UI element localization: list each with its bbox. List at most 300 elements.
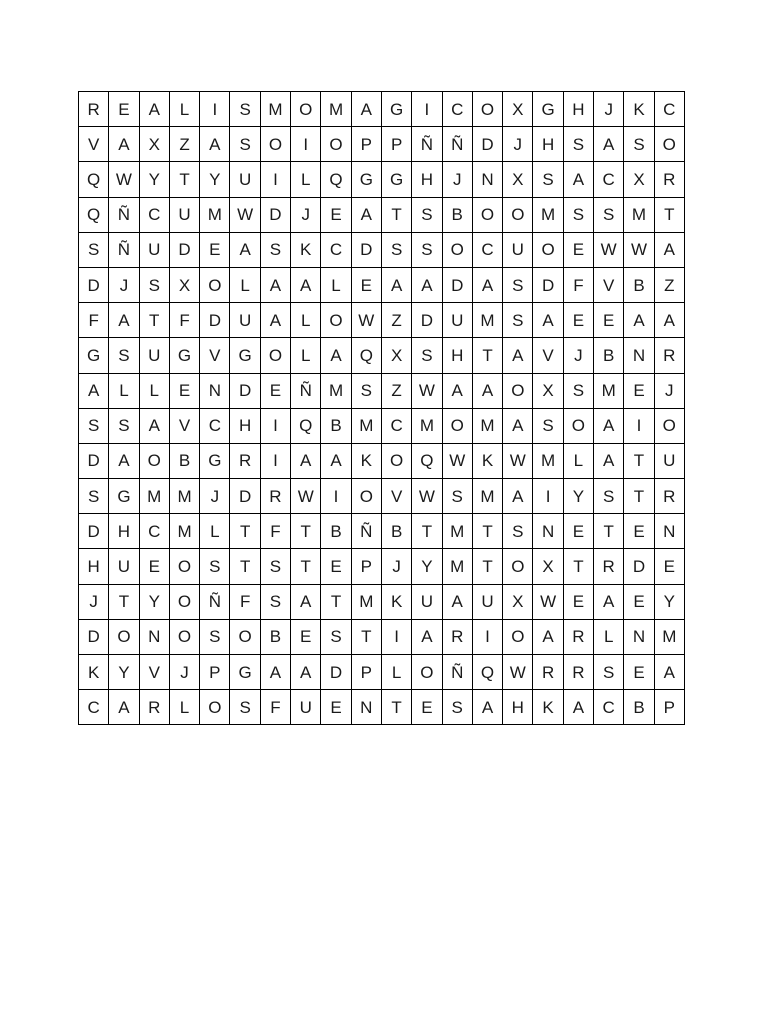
grid-cell: A (654, 303, 684, 338)
grid-cell: A (351, 197, 381, 232)
grid-cell: D (169, 232, 199, 267)
grid-cell: S (230, 690, 260, 725)
grid-cell: X (169, 267, 199, 302)
grid-cell: T (139, 303, 169, 338)
grid-cell: O (260, 338, 290, 373)
grid-cell: K (624, 92, 654, 127)
grid-cell: Y (139, 584, 169, 619)
grid-cell: S (200, 549, 230, 584)
grid-cell: D (200, 303, 230, 338)
grid-cell: A (200, 127, 230, 162)
grid-cell: A (139, 92, 169, 127)
grid-cell: M (472, 303, 502, 338)
grid-cell: A (291, 584, 321, 619)
grid-cell: A (291, 267, 321, 302)
grid-cell: L (291, 162, 321, 197)
grid-cell: R (230, 443, 260, 478)
grid-cell: D (412, 303, 442, 338)
grid-cell: O (381, 443, 411, 478)
grid-cell: A (624, 303, 654, 338)
grid-cell: A (109, 690, 139, 725)
grid-cell: D (472, 127, 502, 162)
grid-cell: M (624, 197, 654, 232)
grid-cell: M (533, 197, 563, 232)
grid-cell: O (291, 92, 321, 127)
grid-cell: I (381, 619, 411, 654)
grid-cell: T (624, 443, 654, 478)
grid-cell: O (503, 549, 533, 584)
grid-row (79, 127, 685, 162)
grid-cell: D (260, 197, 290, 232)
grid-cell: D (79, 443, 109, 478)
grid-cell: H (230, 408, 260, 443)
grid-cell: U (230, 162, 260, 197)
grid-cell: T (169, 162, 199, 197)
grid-cell: M (472, 479, 502, 514)
grid-cell: U (291, 690, 321, 725)
grid-cell: S (594, 655, 624, 690)
grid-cell: H (533, 127, 563, 162)
grid-cell: V (381, 479, 411, 514)
grid-cell: A (442, 373, 472, 408)
grid-cell: U (503, 232, 533, 267)
grid-cell: A (654, 655, 684, 690)
grid-cell: S (109, 338, 139, 373)
grid-cell: T (594, 514, 624, 549)
grid-cell: Z (169, 127, 199, 162)
grid-cell: J (200, 479, 230, 514)
grid-cell: P (351, 127, 381, 162)
grid-cell: S (563, 197, 593, 232)
grid-cell: N (472, 162, 502, 197)
grid-cell: C (139, 197, 169, 232)
grid-cell: E (412, 690, 442, 725)
grid-cell: A (472, 373, 502, 408)
grid-cell: I (260, 443, 290, 478)
grid-row (79, 92, 685, 127)
grid-cell: J (79, 584, 109, 619)
grid-cell: O (139, 443, 169, 478)
grid-cell: A (412, 267, 442, 302)
grid-cell: Ñ (442, 127, 472, 162)
grid-cell: G (230, 655, 260, 690)
grid-cell: L (169, 690, 199, 725)
grid-cell: H (503, 690, 533, 725)
grid-cell: Y (109, 655, 139, 690)
grid-cell: V (169, 408, 199, 443)
grid-cell: D (79, 267, 109, 302)
grid-cell: B (321, 514, 351, 549)
grid-row (79, 267, 685, 302)
grid-cell: N (139, 619, 169, 654)
grid-cell: C (594, 162, 624, 197)
grid-cell: A (260, 303, 290, 338)
grid-cell: B (624, 267, 654, 302)
grid-cell: O (321, 127, 351, 162)
grid-cell: F (260, 690, 290, 725)
grid-row (79, 373, 685, 408)
grid-cell: C (381, 408, 411, 443)
grid-cell: Z (381, 373, 411, 408)
grid-cell: A (351, 92, 381, 127)
grid-cell: P (381, 127, 411, 162)
grid-cell: M (169, 514, 199, 549)
grid-cell: F (169, 303, 199, 338)
grid-row (79, 514, 685, 549)
grid-cell: X (533, 373, 563, 408)
grid-cell: G (351, 162, 381, 197)
grid-cell: Z (381, 303, 411, 338)
grid-cell: F (260, 514, 290, 549)
grid-cell: O (412, 655, 442, 690)
grid-cell: S (351, 373, 381, 408)
grid-cell: E (169, 373, 199, 408)
grid-cell: Ñ (291, 373, 321, 408)
grid-cell: V (533, 338, 563, 373)
grid-cell: S (412, 197, 442, 232)
grid-row (79, 619, 685, 654)
grid-cell: S (533, 162, 563, 197)
grid-cell: A (563, 162, 593, 197)
grid-cell: C (321, 232, 351, 267)
grid-row (79, 690, 685, 725)
grid-row (79, 338, 685, 373)
grid-cell: J (503, 127, 533, 162)
grid-cell: O (260, 127, 290, 162)
grid-cell: W (503, 443, 533, 478)
grid-cell: G (381, 162, 411, 197)
grid-cell: R (654, 162, 684, 197)
grid-cell: N (351, 690, 381, 725)
grid-cell: W (412, 479, 442, 514)
grid-cell: U (230, 303, 260, 338)
grid-cell: S (200, 619, 230, 654)
grid-cell: V (200, 338, 230, 373)
grid-cell: T (624, 479, 654, 514)
grid-cell: R (139, 690, 169, 725)
grid-cell: M (351, 584, 381, 619)
grid-cell: S (503, 303, 533, 338)
grid-cell: L (563, 443, 593, 478)
grid-cell: S (260, 232, 290, 267)
grid-cell: M (321, 373, 351, 408)
grid-cell: A (503, 408, 533, 443)
grid-cell: S (79, 408, 109, 443)
grid-cell: J (654, 373, 684, 408)
grid-cell: K (381, 584, 411, 619)
grid-cell: A (381, 267, 411, 302)
grid-cell: G (169, 338, 199, 373)
grid-cell: L (230, 267, 260, 302)
grid-cell: U (472, 584, 502, 619)
grid-cell: Y (654, 584, 684, 619)
grid-cell: O (109, 619, 139, 654)
grid-cell: E (563, 232, 593, 267)
grid-cell: I (321, 479, 351, 514)
grid-cell: Y (412, 549, 442, 584)
grid-cell: S (260, 584, 290, 619)
grid-cell: R (563, 655, 593, 690)
grid-cell: S (563, 373, 593, 408)
grid-cell: M (351, 408, 381, 443)
grid-cell: J (291, 197, 321, 232)
grid-cell: B (594, 338, 624, 373)
grid-cell: Y (563, 479, 593, 514)
grid-cell: O (654, 127, 684, 162)
grid-cell: D (79, 514, 109, 549)
grid-cell: E (321, 549, 351, 584)
grid-cell: M (200, 197, 230, 232)
grid-cell: O (442, 232, 472, 267)
grid-cell: S (533, 408, 563, 443)
grid-cell: S (79, 232, 109, 267)
grid-cell: K (351, 443, 381, 478)
grid-cell: C (442, 92, 472, 127)
grid-cell: X (503, 162, 533, 197)
grid-cell: L (139, 373, 169, 408)
grid-cell: A (503, 479, 533, 514)
grid-cell: Ñ (351, 514, 381, 549)
grid-cell: T (321, 584, 351, 619)
grid-cell: O (472, 92, 502, 127)
grid-cell: S (563, 127, 593, 162)
grid-cell: S (442, 690, 472, 725)
grid-cell: A (654, 232, 684, 267)
grid-cell: T (230, 514, 260, 549)
grid-cell: I (472, 619, 502, 654)
grid-cell: J (109, 267, 139, 302)
grid-cell: P (200, 655, 230, 690)
grid-cell: C (79, 690, 109, 725)
grid-cell: U (139, 338, 169, 373)
grid-cell: M (169, 479, 199, 514)
grid-cell: L (291, 303, 321, 338)
grid-cell: A (594, 584, 624, 619)
grid-cell: O (654, 408, 684, 443)
grid-cell: R (654, 479, 684, 514)
grid-cell: K (472, 443, 502, 478)
grid-cell: M (442, 514, 472, 549)
grid-cell: G (200, 443, 230, 478)
grid-cell: H (79, 549, 109, 584)
grid-cell: T (472, 514, 502, 549)
grid-row (79, 443, 685, 478)
grid-cell: T (291, 514, 321, 549)
grid-cell: A (139, 408, 169, 443)
grid-cell: L (169, 92, 199, 127)
grid-row (79, 479, 685, 514)
grid-cell: H (442, 338, 472, 373)
grid-cell: M (260, 92, 290, 127)
grid-cell: G (381, 92, 411, 127)
grid-cell: U (109, 549, 139, 584)
grid-cell: S (139, 267, 169, 302)
grid-cell: T (291, 549, 321, 584)
grid-cell: O (200, 690, 230, 725)
grid-cell: C (200, 408, 230, 443)
grid-cell: I (533, 479, 563, 514)
grid-cell: A (321, 443, 351, 478)
grid-cell: W (442, 443, 472, 478)
grid-cell: Ñ (109, 232, 139, 267)
grid-cell: A (533, 303, 563, 338)
grid-cell: Q (321, 162, 351, 197)
grid-cell: Ñ (442, 655, 472, 690)
grid-cell: X (624, 162, 654, 197)
grid-cell: A (260, 655, 290, 690)
grid-row (79, 303, 685, 338)
grid-cell: B (624, 690, 654, 725)
grid-cell: W (594, 232, 624, 267)
grid-cell: S (79, 479, 109, 514)
grid-cell: A (260, 267, 290, 302)
grid-cell: Q (472, 655, 502, 690)
grid-cell: N (533, 514, 563, 549)
grid-cell: E (654, 549, 684, 584)
grid-cell: A (503, 338, 533, 373)
grid-cell: U (654, 443, 684, 478)
grid-cell: O (169, 619, 199, 654)
grid-row (79, 408, 685, 443)
grid-cell: M (412, 408, 442, 443)
grid-cell: X (533, 549, 563, 584)
grid-cell: V (139, 655, 169, 690)
grid-cell: S (412, 338, 442, 373)
grid-cell: Q (79, 162, 109, 197)
grid-cell: A (533, 619, 563, 654)
grid-cell: R (260, 479, 290, 514)
grid-cell: S (503, 514, 533, 549)
grid-cell: P (351, 655, 381, 690)
word-search-grid (78, 91, 685, 725)
grid-cell: B (169, 443, 199, 478)
grid-row (79, 549, 685, 584)
grid-cell: O (503, 373, 533, 408)
grid-cell: R (533, 655, 563, 690)
grid-row (79, 197, 685, 232)
grid-cell: O (503, 197, 533, 232)
grid-cell: W (351, 303, 381, 338)
grid-cell: I (260, 408, 290, 443)
grid-cell: D (230, 479, 260, 514)
grid-cell: S (594, 479, 624, 514)
grid-cell: N (624, 338, 654, 373)
grid-cell: C (472, 232, 502, 267)
grid-cell: D (230, 373, 260, 408)
grid-cell: S (624, 127, 654, 162)
grid-cell: T (109, 584, 139, 619)
grid-cell: O (351, 479, 381, 514)
grid-cell: K (291, 232, 321, 267)
grid-cell: C (654, 92, 684, 127)
grid-cell: H (412, 162, 442, 197)
grid-cell: P (654, 690, 684, 725)
grid-cell: I (624, 408, 654, 443)
grid-cell: Q (291, 408, 321, 443)
grid-row (79, 232, 685, 267)
grid-cell: D (624, 549, 654, 584)
grid-cell: A (291, 443, 321, 478)
grid-cell: K (79, 655, 109, 690)
grid-cell: O (230, 619, 260, 654)
grid-cell: H (563, 92, 593, 127)
grid-cell: Q (351, 338, 381, 373)
grid-cell: N (624, 619, 654, 654)
grid-cell: A (109, 443, 139, 478)
grid-cell: X (381, 338, 411, 373)
grid-cell: T (472, 549, 502, 584)
grid-cell: L (200, 514, 230, 549)
grid-cell: A (109, 303, 139, 338)
grid-cell: T (381, 197, 411, 232)
grid-cell: M (594, 373, 624, 408)
grid-row (79, 162, 685, 197)
grid-cell: W (533, 584, 563, 619)
grid-cell: Ñ (109, 197, 139, 232)
grid-cell: R (594, 549, 624, 584)
grid-cell: D (79, 619, 109, 654)
grid-cell: O (321, 303, 351, 338)
grid-cell: A (472, 690, 502, 725)
grid-cell: E (624, 373, 654, 408)
grid-cell: O (169, 549, 199, 584)
grid-cell: X (503, 92, 533, 127)
grid-cell: B (381, 514, 411, 549)
grid-cell: X (139, 127, 169, 162)
grid-cell: N (654, 514, 684, 549)
grid-cell: G (79, 338, 109, 373)
grid-cell: I (291, 127, 321, 162)
grid-cell: F (563, 267, 593, 302)
grid-cell: L (109, 373, 139, 408)
grid-cell: A (109, 127, 139, 162)
grid-cell: U (139, 232, 169, 267)
grid-cell: R (442, 619, 472, 654)
grid-cell: A (442, 584, 472, 619)
grid-cell: Q (79, 197, 109, 232)
grid-cell: T (351, 619, 381, 654)
grid-cell: U (169, 197, 199, 232)
grid-cell: A (594, 408, 624, 443)
grid-cell: A (321, 338, 351, 373)
grid-cell: M (472, 408, 502, 443)
grid-cell: I (200, 92, 230, 127)
grid-cell: O (169, 584, 199, 619)
grid-cell: T (412, 514, 442, 549)
grid-cell: O (533, 232, 563, 267)
grid-cell: W (230, 197, 260, 232)
grid-cell: N (200, 373, 230, 408)
grid-cell: O (200, 267, 230, 302)
grid-cell: E (321, 197, 351, 232)
grid-cell: A (594, 443, 624, 478)
grid-cell: H (109, 514, 139, 549)
grid-cell: O (472, 197, 502, 232)
grid-cell: D (533, 267, 563, 302)
grid-cell: B (321, 408, 351, 443)
grid-cell: E (624, 514, 654, 549)
grid-cell: L (381, 655, 411, 690)
grid-cell: C (594, 690, 624, 725)
grid-cell: S (230, 92, 260, 127)
grid-cell: J (169, 655, 199, 690)
grid-cell: E (109, 92, 139, 127)
grid-cell: S (412, 232, 442, 267)
grid-cell: A (412, 619, 442, 654)
grid-cell: O (563, 408, 593, 443)
grid-cell: M (321, 92, 351, 127)
grid-cell: G (109, 479, 139, 514)
